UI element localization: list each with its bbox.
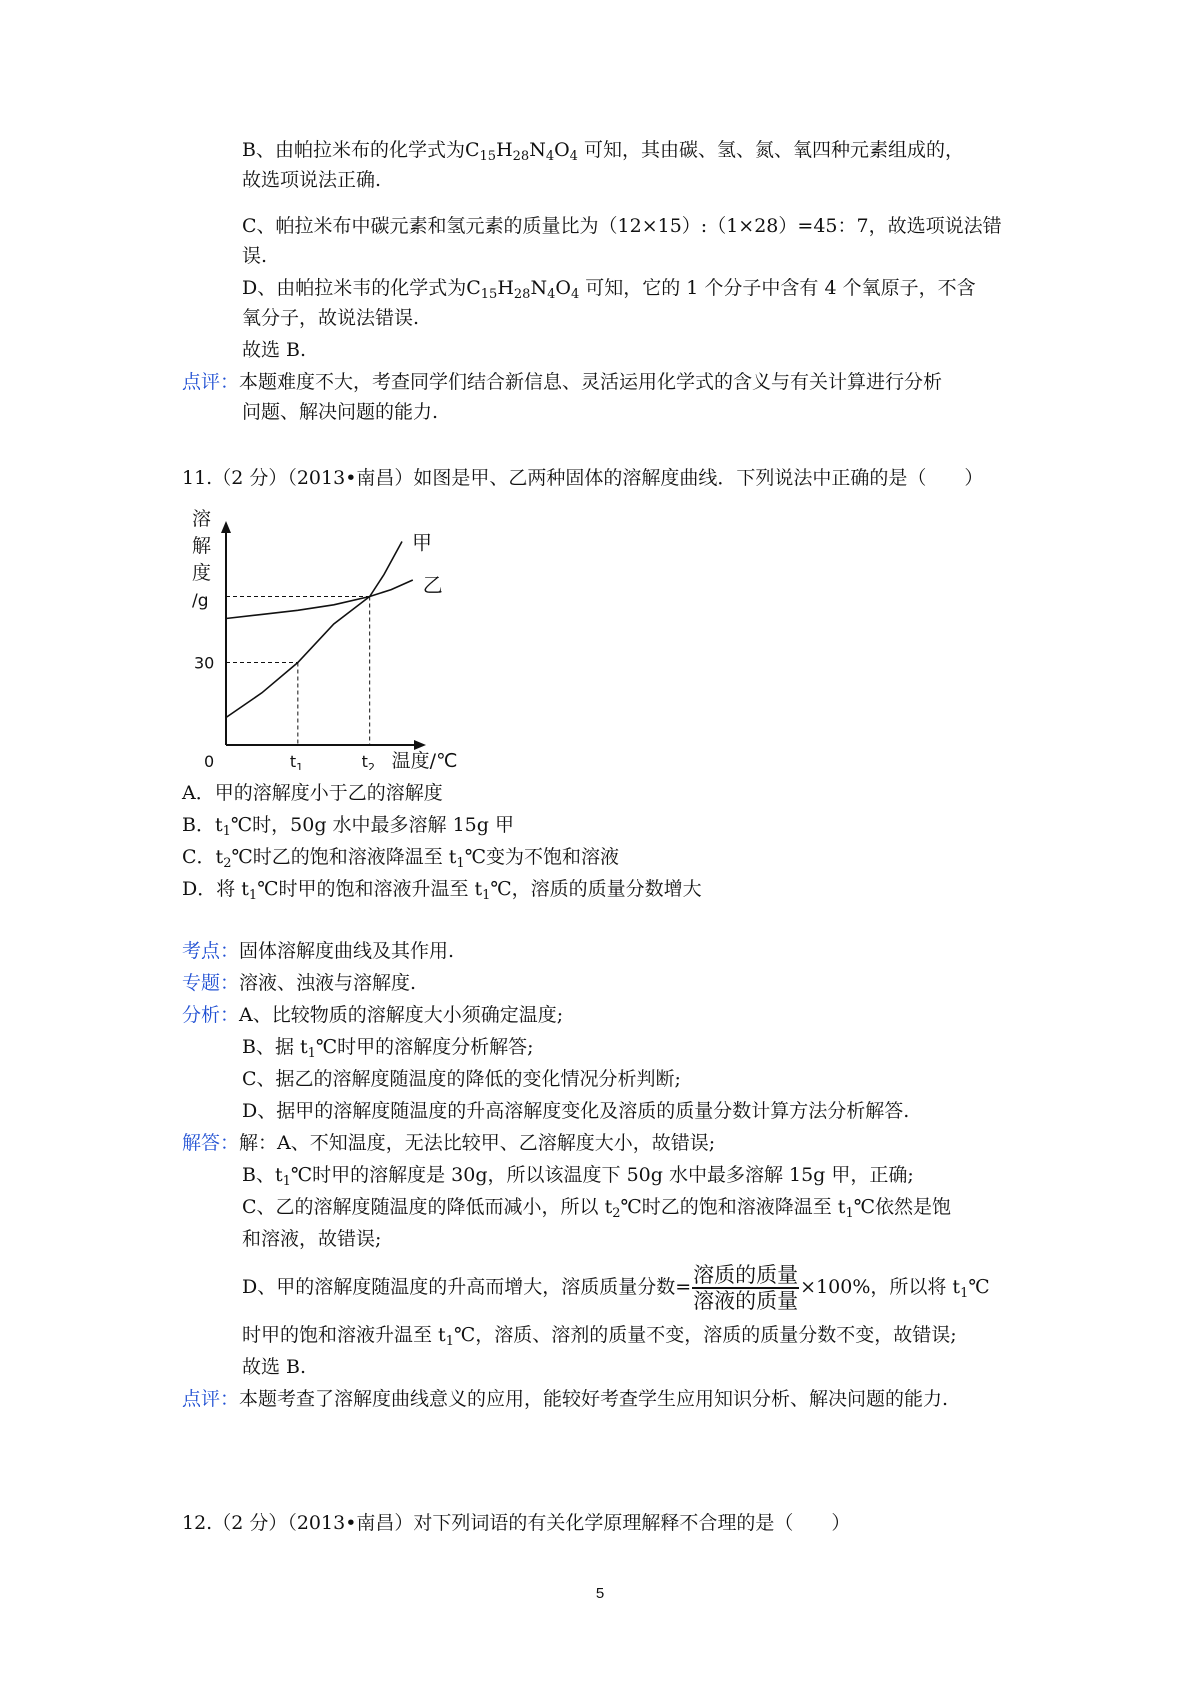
x-axis-arrow <box>414 740 426 750</box>
x-tick-label-t1: $t_1$ <box>289 752 304 770</box>
q10-option-d-line1: D、由帕拉米韦的化学式为$C_{15}H_{28}N_4O_4$ 可知，它的 1 个分子中含有 4 个氧原子，不含 <box>242 277 976 302</box>
y-axis-arrow <box>221 521 231 533</box>
x-axis-label: 温度/℃ <box>391 750 458 770</box>
series-line-jia <box>226 542 402 718</box>
chemical-formula: $C_{15}H_{28}N_4O_4$ <box>466 277 580 302</box>
chemical-formula: $C_{15}H_{28}N_4O_4$ <box>464 139 578 164</box>
q11-fenxi-a: 分析：A、比较物质的溶解度大小须确定温度; <box>182 1004 564 1026</box>
q10-option-b-line2: 故选项说法正确. <box>242 169 382 191</box>
q11-fenxi-c: C、据乙的溶解度随温度的降低的变化情况分析判断; <box>242 1068 681 1090</box>
q11-jieda-c-line2: 和溶液，故错误; <box>242 1228 382 1250</box>
q10-comment-line1: 点评：本题难度不大，考查同学们结合新信息、灵活运用化学式的含义与有关计算进行分析 <box>182 371 943 393</box>
q11-fenxi-d: D、据甲的溶解度随温度的升高溶解度变化及溶质的质量分数计算方法分析解答. <box>242 1100 910 1122</box>
fenxi-label: 分析： <box>182 1004 240 1026</box>
mass-fraction-formula: $\frac{\text{溶质的质量}}{\text{溶液的质量}}$ <box>693 1263 799 1313</box>
dianping-label: 点评： <box>182 1388 240 1410</box>
q11-jieda-d-line1: D、甲的溶解度随温度的升高而增大，溶质质量分数= $\frac{\text{溶质的质量}}{\text{溶液的质量}}$ ×100%，所以将 $t_1℃$ <box>242 1263 990 1313</box>
q11-fenxi-b: B、据 $t_1℃$时甲的溶解度分析解答; <box>242 1036 534 1061</box>
y-axis-label-char: /g <box>192 591 209 611</box>
q10-option-d-line2: 氧分子，故说法错误. <box>242 307 420 329</box>
y-tick-label: 30 <box>194 653 215 673</box>
chart-guides <box>226 597 370 746</box>
series-label-jia: 甲 <box>412 530 432 555</box>
q11-option-c: C．$t_2℃$时乙的饱和溶液降温至 $t_1℃$变为不饱和溶液 <box>182 846 619 871</box>
comment-label: 点评： <box>182 371 240 393</box>
q11-option-d: D．将 $t_1℃$时甲的饱和溶液升温至 $t_1℃$，溶质的质量分数增大 <box>182 878 702 903</box>
q11-jieda-b: B、$t_1℃$时甲的溶解度是 30g，所以该温度下 50g 水中最多溶解 15g 甲，正确; <box>242 1164 914 1189</box>
q10-comment-line2: 问题、解决问题的能力. <box>242 401 439 423</box>
q11-option-b: B．$t_1℃$时，50g 水中最多溶解 15g 甲 <box>182 814 514 839</box>
chart-curves <box>226 542 413 718</box>
kaodian-label: 考点： <box>182 940 240 962</box>
q10-answer: 故选 B. <box>242 339 307 361</box>
q10-option-c-line1: C、帕拉米布中碳元素和氢元素的质量比为（12×15）:（1×28）=45：7，故选项说法错 <box>242 215 1002 237</box>
q11-stem: 11.（2 分）（2013•南昌）如图是甲、乙两种固体的溶解度曲线．下列说法中正确的是（ ） <box>182 467 984 489</box>
x-tick-label-t2: $t_2$ <box>361 752 375 770</box>
zhuanti-label: 专题： <box>182 972 240 994</box>
q11-option-a: A．甲的溶解度小于乙的溶解度 <box>182 782 443 804</box>
y-axis-label-char: 解 <box>192 535 212 557</box>
q11-jieda-c-line1: C、乙的溶解度随温度的降低而减小，所以 $t_2℃$时乙的饱和溶液降温至 $t_1℃$依然是饱 <box>242 1196 951 1221</box>
origin-label: 0 <box>204 752 215 770</box>
q11-zhuanti: 专题：溶液、浊液与溶解度. <box>182 972 417 994</box>
q11-kaodian: 考点：固体溶解度曲线及其作用. <box>182 940 455 962</box>
q11-jieda-a: 解答：解：A、不知温度，无法比较甲、乙溶解度大小，故错误; <box>182 1132 716 1154</box>
q11-jieda-answer: 故选 B. <box>242 1356 307 1378</box>
q11-dianping: 点评：本题考查了溶解度曲线意义的应用，能较好考查学生应用知识分析、解决问题的能力. <box>182 1388 949 1410</box>
series-line-yi <box>226 580 413 619</box>
q10-option-b-line1: B、由帕拉米布的化学式为$C_{15}H_{28}N_4O_4$ 可知，其由碳、氢、氮、氧四种元素组成的， <box>242 139 965 164</box>
series-label-yi: 乙 <box>422 573 443 597</box>
page-number: 5 <box>595 1585 605 1602</box>
q12-stem: 12.（2 分）（2013•南昌）对下列词语的有关化学原理解释不合理的是（ ） <box>182 1512 851 1534</box>
jieda-label: 解答： <box>182 1132 240 1154</box>
y-axis-label-char: 溶 <box>192 508 212 530</box>
chart-labels <box>192 508 457 770</box>
q10-option-c-line2: 误. <box>242 245 268 267</box>
y-axis-label-char: 度 <box>192 562 212 584</box>
q11-jieda-d-line2: 时甲的饱和溶液升温至 $t_1℃$，溶质、溶剂的质量不变，溶质的质量分数不变，故错误; <box>242 1324 957 1349</box>
solubility-chart <box>180 505 460 770</box>
